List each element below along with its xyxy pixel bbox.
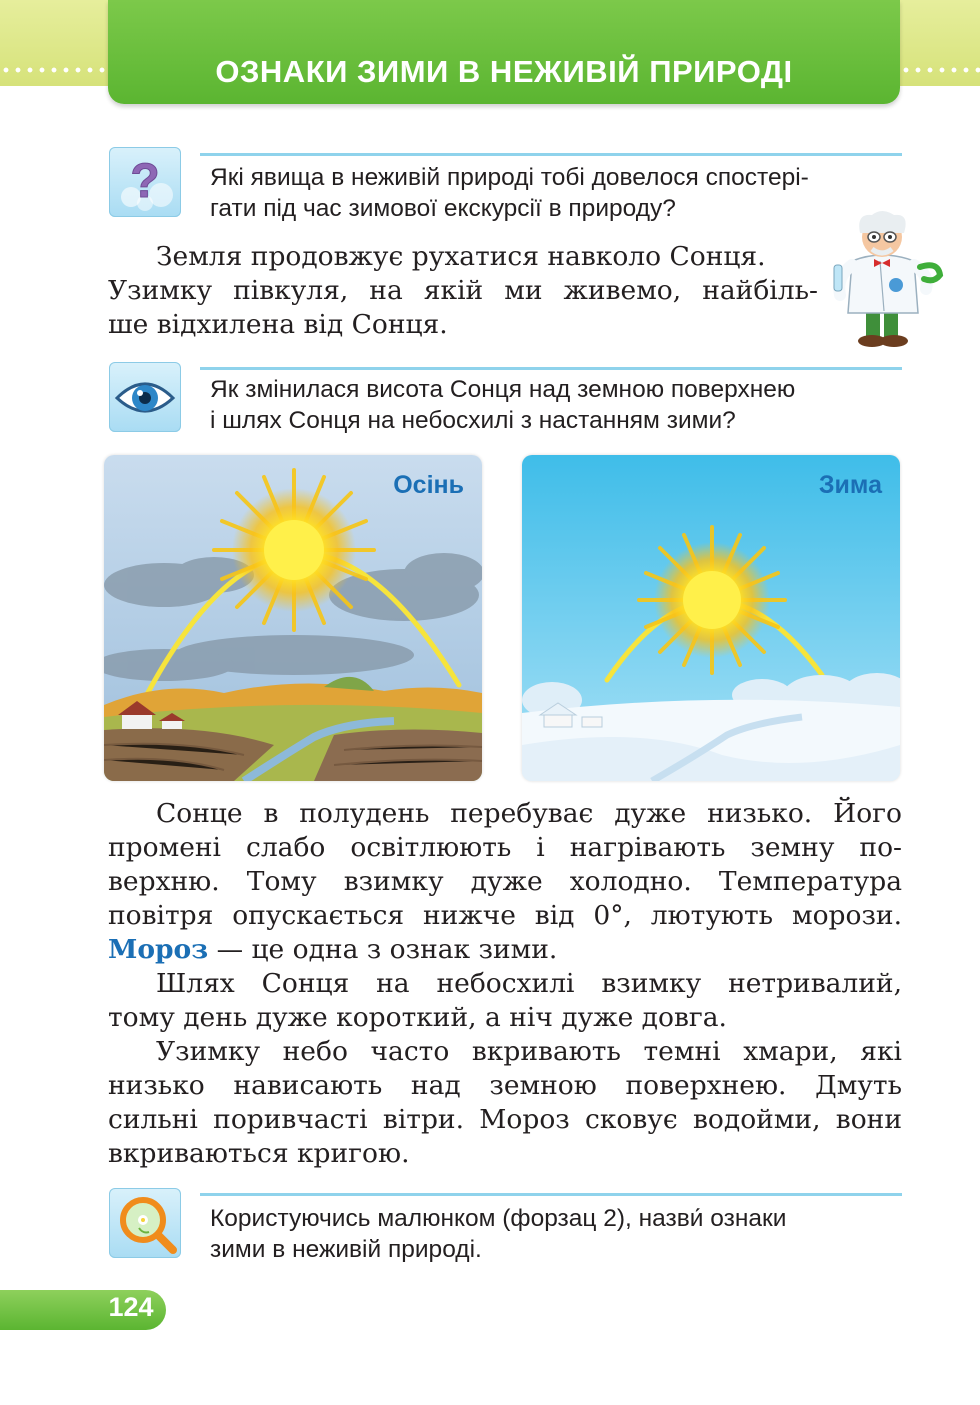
header-dots-right	[900, 66, 980, 74]
p1-line-5	[108, 933, 902, 967]
find-task-icon-box	[109, 1188, 181, 1258]
winter-label: Зима	[818, 471, 882, 499]
find-line-2: зими в неживій природі.	[210, 1236, 482, 1263]
body-paragraph-1	[108, 797, 902, 967]
p3-line-2: низько нависають над земною поверхнею. Дмуть	[108, 1070, 902, 1101]
p1-line-2: промені слабо освітлюють і нагрівають земну по-	[108, 832, 902, 863]
observe-task-icon-box	[109, 362, 181, 432]
winter-picture	[522, 455, 900, 781]
question-task-text	[210, 162, 900, 224]
autumn-picture	[104, 455, 482, 781]
intro-line-2: Узимку півкуля, на якій ми живемо, найбіль-	[108, 275, 818, 306]
page-number: 124	[108, 1292, 154, 1322]
observe-line-2: і шлях Сонця на небосхилі з настанням зими?	[210, 407, 736, 434]
question-task-icon-box	[109, 147, 181, 217]
body-paragraph-2	[108, 967, 902, 1035]
magnifier-icon	[109, 1188, 181, 1258]
question-line-1: Які явища в неживій природі тобі довелося спостері-	[210, 164, 809, 191]
question-task-line	[200, 153, 902, 156]
question-line-2: гати під час зимової екскурсії в природу?	[210, 195, 676, 222]
svg-text:?: ?	[130, 155, 160, 208]
header-dots-left	[0, 66, 108, 74]
observe-task-line	[200, 367, 902, 370]
intro-line-1: Земля продовжує рухатися навколо Сонця.	[156, 241, 766, 272]
intro-line-3: ше відхилена від Сонця.	[108, 309, 448, 340]
p2-line-2: тому день дуже короткий, а ніч дуже довга.	[108, 1002, 727, 1033]
body-paragraph-3	[108, 1035, 902, 1171]
autumn-label: Осінь	[393, 471, 464, 499]
p3-line-3: сильні поривчасті вітри. Мороз сковує водойми, вони	[108, 1104, 902, 1135]
observe-task-text	[210, 374, 900, 436]
eye-icon	[109, 362, 181, 432]
p3-line-1: Узимку небо часто вкривають темні хмари, які	[156, 1036, 902, 1067]
observe-line-1: Як змінилася висота Сонця над земною поверхнею	[210, 376, 796, 403]
page-title: ОЗНАКИ ЗИМИ В НЕЖИВІЙ ПРИРОДІ	[215, 54, 793, 89]
p1-line-4: повітря опускається нижче від 0°, лютують морози.	[108, 900, 902, 931]
professor-character	[822, 205, 948, 350]
frost-definition: — це одна з ознак зими.	[208, 934, 558, 965]
find-line-1: Користуючись малюнком (форзац 2), назви́ ознаки	[210, 1205, 787, 1232]
winter-illustration	[522, 455, 900, 781]
find-task-line	[200, 1193, 902, 1196]
p1-line-1: Сонце в полудень перебуває дуже низько. Його	[156, 798, 902, 829]
p2-line-1: Шлях Сонця на небосхилі взимку нетривалий,	[156, 968, 902, 999]
p1-line-3: верхню. Тому взимку дуже холодно. Температура	[108, 866, 902, 897]
question-mark-icon	[109, 147, 181, 217]
intro-paragraph	[108, 240, 818, 342]
autumn-illustration	[104, 455, 482, 781]
find-task-text	[210, 1203, 900, 1265]
p3-line-4: вкриваються кригою.	[108, 1138, 410, 1169]
frost-term: Мороз	[108, 934, 209, 965]
